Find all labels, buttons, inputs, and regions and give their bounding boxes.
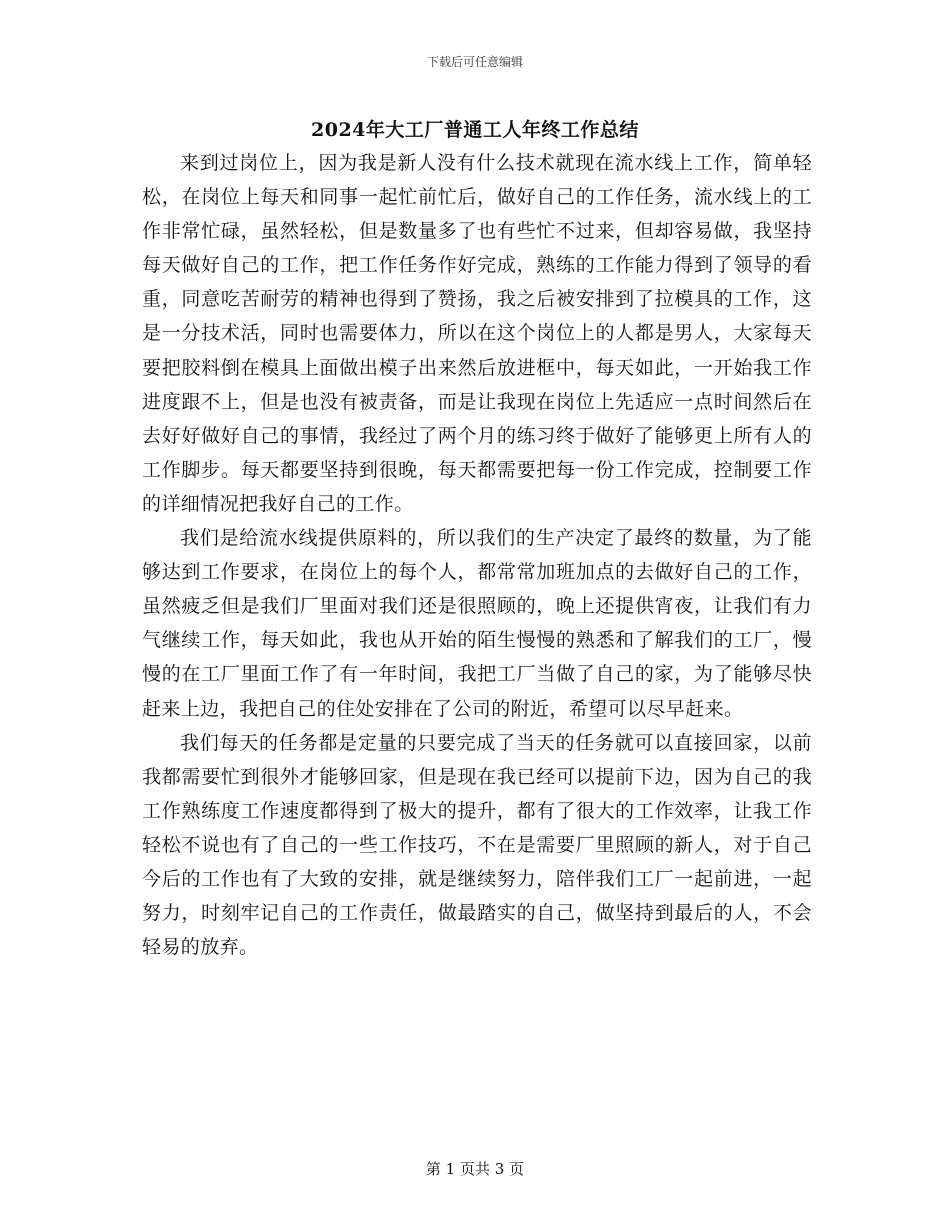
document-title: 2024年大工厂普通工人年终工作总结 bbox=[311, 119, 639, 141]
paragraph-3: 我们每天的任务都是定量的只要完成了当天的任务就可以直接回家，以前我都需要忙到很外才能够回家，但是现在我已经可以提前下边，因为自己的我工作熟练度工作速度都得到了极大的提升，都有了很大的工作效率，让我工作轻松不说也有了自己的一些工作技巧，不在是需要厂里照顾的新人，对于自己今后的工作也有了大致的安排，就是继续努力，陪伴我们工厂一起前进，一起努力，时刻牢记自己的工作责任，做最踏实的自己，做坚持到最后的人，不会轻易的放弃。 bbox=[142, 731, 812, 959]
paragraph-1: 来到过岗位上，因为我是新人没有什么技术就现在流水线上工作，简单轻松，在岗位上每天和同事一起忙前忙后，做好自己的工作任务，流水线上的工作非常忙碌，虽然轻松，但是数量多了也有些忙不过来，但却容易做，我坚持每天做好自己的工作，把工作任务作好完成，熟练的工作能力得到了领导的看重，同意吃苦耐劳的精神也得到了赞扬，我之后被安排到了拉模具的工作，这是一分技术活，同时也需要体力，所以在这个岗位上的人都是男人，大家每天要把胶料倒在模具上面做出模子出来然后放进框中，每天如此，一开始我工作进度跟不上，但是也没有被责备，而是让我现在岗位上先适应一点时间然后在去好好做好自己的事情，我经过了两个月的练习终于做好了能够更上所有人的工作脚步。每天都要坚持到很晚，每天都需要把每一份工作完成，控制要工作的详细情况把我好自己的工作。 bbox=[142, 152, 812, 515]
paragraph-2: 我们是给流水线提供原料的，所以我们的生产决定了最终的数量，为了能够达到工作要求，在岗位上的每个人，都常常加班加点的去做好自己的工作，虽然疲乏但是我们厂里面对我们还是很照顾的，晚上还提供宵夜，让我们有力气继续工作，每天如此，我也从开始的陌生慢慢的熟悉和了解我们的工厂，慢慢的在工厂里面工作了有一年时间，我把工厂当做了自己的家，为了能够尽快赶来上边，我把自己的住处安排在了公司的附近，希望可以尽早赶来。 bbox=[142, 527, 812, 720]
header-note: 下载后可任意编辑 bbox=[426, 55, 523, 69]
document-body bbox=[142, 146, 812, 964]
page-number: 第 1 页共 3 页 bbox=[425, 1160, 525, 1178]
